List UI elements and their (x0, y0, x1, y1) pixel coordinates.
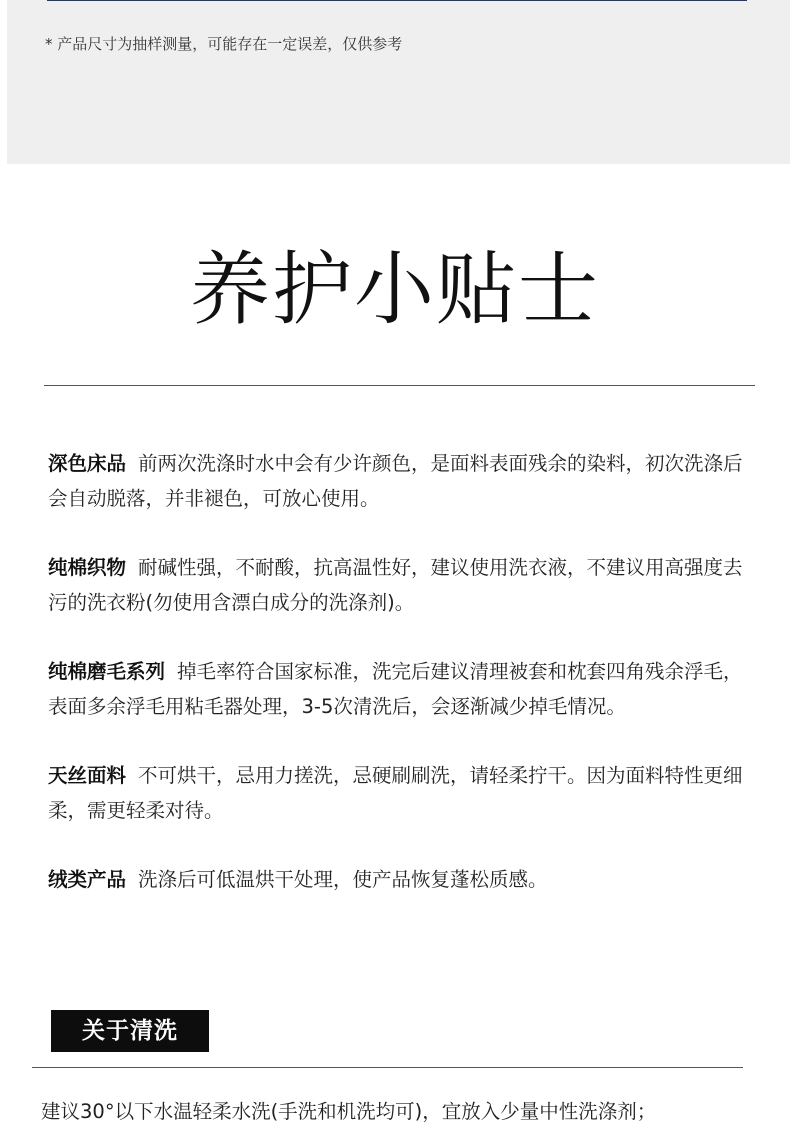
washing-divider (32, 1067, 743, 1068)
tip-text: 耐碱性强，不耐酸，抗高温性好，建议使用洗衣液，不建议用高强度去污的洗衣粉(勿使用含漂白成分的洗涤剂)。 (48, 556, 743, 614)
tip-text: 掉毛率符合国家标准，洗完后建议清理被套和枕套四角残余浮毛，表面多余浮毛用粘毛器处理，3-5次清洗后，会逐渐减少掉毛情况。 (48, 660, 743, 718)
tip-text: 不可烘干，忌用力搓洗，忌硬刷刷洗，请轻柔拧干。因为面料特性更细柔，需更轻柔对待。 (48, 764, 743, 822)
care-tip-cotton (48, 550, 748, 620)
washing-section-tag: 关于清洗 (51, 1010, 209, 1052)
care-tip-dark-bedding (48, 446, 748, 516)
tip-label: 天丝面料 (48, 764, 127, 787)
washing-instruction: 建议30°以下水温轻柔水洗(手洗和机洗均可)，宜放入少量中性洗涤剂； (41, 1100, 657, 1123)
care-tip-tencel (48, 758, 748, 828)
disclaimer-panel (7, 0, 790, 164)
top-divider (47, 0, 747, 1)
care-tip-velvet (48, 862, 748, 897)
page-title: 养护小贴士 (190, 243, 600, 336)
care-tips-list (48, 446, 748, 931)
care-tip-brushed-cotton (48, 654, 748, 724)
tip-text: 洗涤后可低温烘干处理，使产品恢复蓬松质感。 (138, 868, 548, 891)
title-divider (44, 385, 755, 386)
tip-label: 纯棉织物 (48, 556, 127, 579)
size-disclaimer: * 产品尺寸为抽样测量，可能存在一定误差，仅供参考 (45, 35, 403, 53)
tip-label: 深色床品 (48, 452, 127, 475)
tip-label: 绒类产品 (48, 868, 127, 891)
tip-label: 纯棉磨毛系列 (48, 660, 166, 683)
tip-text: 前两次洗涤时水中会有少许颜色，是面料表面残余的染料，初次洗涤后会自动脱落，并非褪色，可放心使用。 (48, 452, 743, 510)
